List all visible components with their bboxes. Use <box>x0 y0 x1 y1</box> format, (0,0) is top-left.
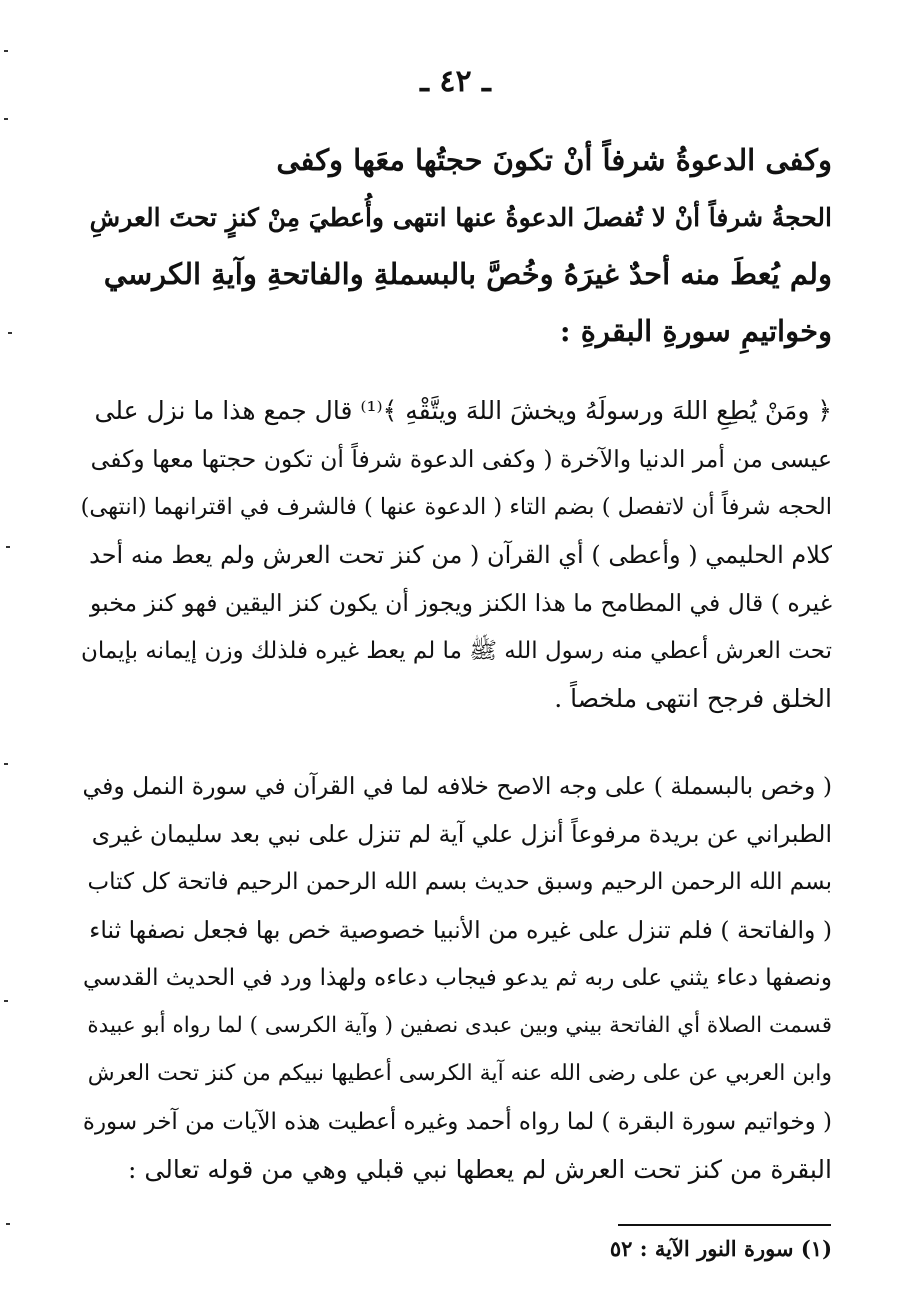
commentary-line: بسم الله الرحمن الرحيم وسبق حديث بسم الله الرحمن الرحيم فاتحة كل كتاب <box>87 869 832 895</box>
commentary-line: قسمت الصلاة أي الفاتحة بيني وبين عبدى نصفين ( وآية الكرسى ) لما رواه أبو عبيدة <box>87 1013 832 1038</box>
scan-speck <box>8 332 12 334</box>
commentary-line: الخلق فرجح انتهى ملخصاً . <box>554 684 832 713</box>
matn-line: وخواتيمِ سورةِ البقرةِ : <box>559 314 832 348</box>
commentary-line: البقرة من كنز تحت العرش لم يعطها نبي قبلي وهي من قوله تعالى : <box>128 1155 832 1184</box>
matn-line: الحجةُ شرفاً أنْ لا تُفصلَ الدعوةُ عنها انتهى وأُعطيَ مِنْ كنزٍ تحتَ العرشِ <box>89 203 832 232</box>
matn-line: ولم يُعطَ منه أحدٌ غيرَهُ وخُصَّ بالبسملةِ والفاتحةِ وآيةِ الكرسي <box>103 257 832 291</box>
commentary-paragraph-2 <box>80 762 832 1194</box>
page-number: ـ ٤٢ ـ <box>420 64 491 99</box>
commentary-line: ( والفاتحة ) فلم تنزل على غيره من الأنبيا خصوصية خص بها فجعل نصفها ثناء <box>89 916 832 944</box>
scan-speck <box>4 763 8 765</box>
scan-speck <box>4 118 8 120</box>
commentary-line: ونصفها دعاء يثني على ربه ثم يدعو فيجاب دعاءه ولهذا ورد في الحديث القدسي <box>82 965 832 991</box>
commentary-line: عيسى من أمر الدنيا والآخرة ( وكفى الدعوة شرفاً أن تكون حجتها معها وكفى <box>90 445 832 473</box>
matn-text <box>80 132 832 360</box>
scan-speck <box>6 546 10 548</box>
footnote-separator <box>618 1224 831 1226</box>
commentary-line: كلام الحليمي ( وأعطى ) أي القرآن ( من كنز تحت العرش ولم يعط منه أحد <box>89 541 832 569</box>
commentary-line: ( وخص بالبسملة ) على وجه الاصح خلافه لما في القرآن في سورة النمل وفي <box>82 772 832 800</box>
scan-speck <box>4 1000 8 1002</box>
commentary-line: الحجه شرفاً أن لاتفصل ) بضم التاء ( الدعوة عنها ) فالشرف في اقترانهما (انتهى) <box>80 494 832 520</box>
commentary-line: تحت العرش أعطي منه رسول الله ﷺ ما لم يعط غيره فلذلك وزن إيمانه بإيمان <box>81 638 832 664</box>
scan-speck <box>6 1223 10 1225</box>
scan-speck <box>4 50 8 52</box>
commentary-line: الطبراني عن بريدة مرفوعاً أنزل علي آية لم تنزل على نبي بعد سليمان غيرى <box>91 820 832 848</box>
matn-line: وكفى الدعوةُ شرفاً أنْ تكونَ حجتُها معَها وكفى <box>276 143 832 177</box>
commentary-paragraph-1 <box>80 387 832 723</box>
commentary-line: وابن العربي عن على رضى الله عنه آية الكرسى أعطيها نبيكم من كنز تحت العرش <box>87 1061 832 1086</box>
commentary-line: ( وخواتيم سورة البقرة ) لما رواه أحمد وغيره أعطيت هذه الآيات من آخر سورة <box>82 1109 832 1135</box>
commentary-line: غيره ) قال في المطامح ما هذا الكنز ويجوز أن يكون كنز اليقين فهو كنز مخبو <box>90 589 832 617</box>
footnote: (١) سورة النور الآية : ٥٢ <box>609 1236 832 1261</box>
commentary-line: ﴿ ومَنْ يُطِعِ اللهَ ورسولَهُ ويخشَ اللهَ ويتَّقْهِ ﴾⁽¹⁾ قال جمع هذا ما نزل على <box>94 396 832 425</box>
